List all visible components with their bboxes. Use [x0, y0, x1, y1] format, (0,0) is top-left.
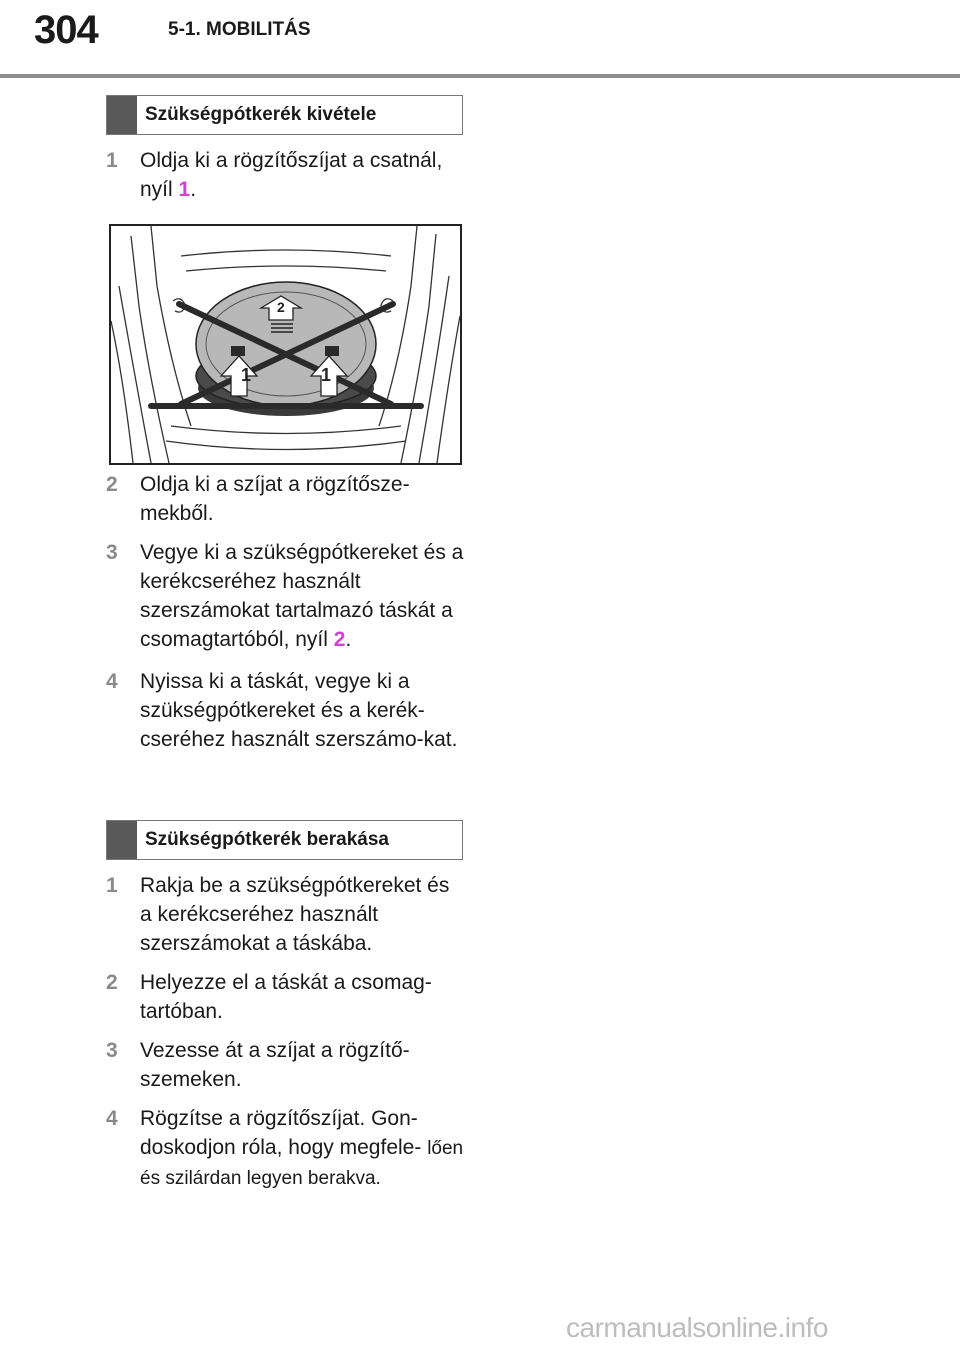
header-divider [0, 74, 960, 78]
step-removal-4 [106, 667, 466, 754]
chapter-title: 5-1. MOBILITÁS [168, 19, 311, 40]
step-number: 1 [106, 874, 118, 897]
step-number: 3 [106, 541, 118, 564]
step-number: 3 [106, 1039, 118, 1062]
step-insertion-4 [106, 1104, 466, 1193]
step-number: 2 [106, 971, 118, 994]
page-header [0, 0, 960, 78]
step-text: Oldja ki a rögzítőszíjat a csatnál, nyíl 1. [140, 149, 443, 201]
section-title: Szükségpótkerék berakása [145, 829, 389, 850]
arrow-reference: 2 [333, 628, 346, 651]
step-text: Vegye ki a szükségpótkereket és a kerékcseréhez használt szerszámokat tartalmazó táskát a csomagtartóból, nyíl 2. [140, 541, 464, 651]
step-number: 2 [106, 473, 118, 496]
spare-wheel-illustration [109, 224, 462, 465]
step-number: 4 [106, 670, 118, 693]
step-text: Rakja be a szükségpótkereket és a kerékcseréhez használt szerszámokat a táskába. [140, 874, 450, 955]
step-number: 4 [106, 1107, 118, 1130]
figure-label: 1 [321, 365, 332, 385]
watermark: carmanualsonline.info [566, 1312, 828, 1343]
step-text: Helyezze el a táskát a csomag-tartóban. [140, 971, 432, 1023]
page-number: 304 [34, 8, 98, 52]
step-number: 1 [106, 149, 118, 172]
step-text: Nyissa ki a táskát, vegye ki a szükségpótkereket és a kerék-cseréhez használt szerszámo-kat. [140, 670, 458, 751]
section-title: Szükségpótkerék kivétele [145, 104, 377, 125]
step-removal-1 [106, 146, 466, 204]
step-removal-3 [106, 538, 466, 654]
section-bar [107, 821, 137, 859]
figure-label: 2 [277, 299, 285, 315]
step-text: Vezesse át a szíjat a rögzítő-szemeken. [140, 1039, 410, 1091]
section-heading-removal [106, 95, 463, 135]
section-heading-insertion [106, 820, 463, 860]
step-insertion-1 [106, 871, 466, 958]
step-insertion-2 [106, 968, 466, 1026]
arrow-reference: 1 [178, 178, 191, 201]
figure-label: 1 [241, 365, 252, 385]
step-insertion-3 [106, 1036, 466, 1094]
trunk-drawing [111, 226, 460, 463]
section-bar [107, 96, 137, 134]
step-removal-2 [106, 470, 466, 528]
step-text: Rögzítse a rögzítőszíjat. Gon-doskodjon róla, hogy megfele- lően és szilárdan legyen berakva. [140, 1107, 464, 1189]
step-text: Oldja ki a szíjat a rögzítősze-mekből. [140, 473, 410, 525]
